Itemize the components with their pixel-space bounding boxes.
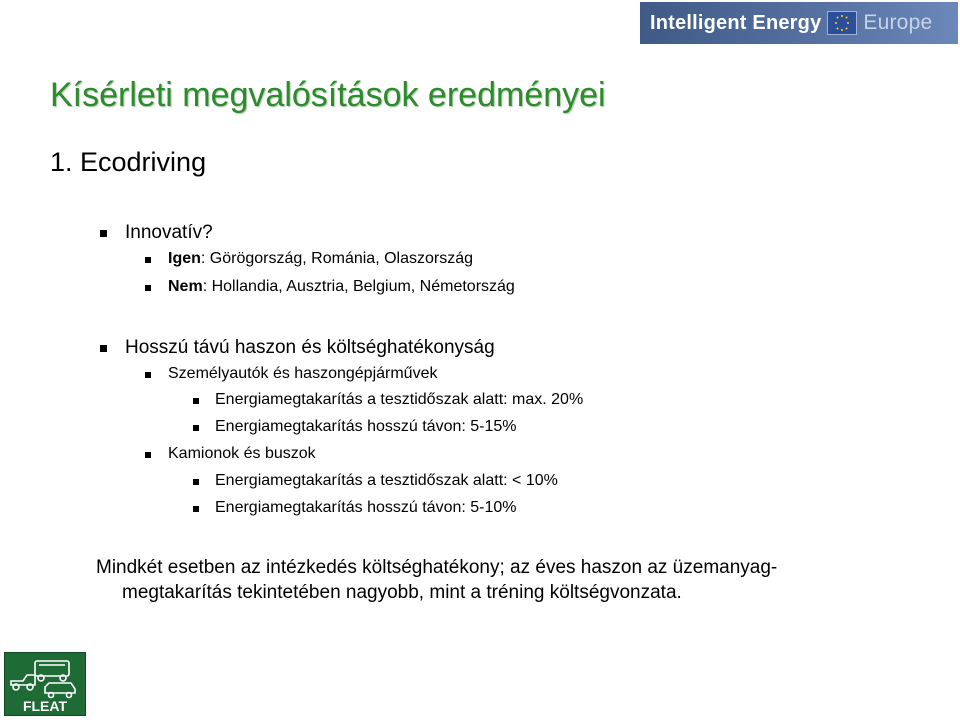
fleat-logo	[4, 652, 86, 716]
list-item: Energiamegtakarítás hosszú távon: 5-15%	[215, 418, 517, 435]
fleat-logo-text: FLEAT	[22, 698, 68, 714]
conclusion-text	[96, 555, 876, 605]
section-subtitle: 1. Ecodriving	[50, 147, 207, 177]
bullet-icon	[145, 285, 151, 291]
list-item-text: : Hollandia, Ausztria, Belgium, Németország	[202, 278, 515, 295]
list-item: Energiamegtakarítás a tesztidőszak alatt: max. 20%	[215, 391, 584, 408]
bullet-icon	[100, 345, 107, 352]
section-heading-innovative: Innovatív?	[125, 222, 213, 243]
list-item-label: Nem	[168, 278, 203, 295]
conclusion-line: Mindkét esetben az intézkedés költséghatékony; az éves haszon az üzemanyag-	[96, 557, 778, 578]
fleat-vehicles-icon	[5, 653, 85, 715]
list-item	[168, 278, 515, 296]
logo-sub-text: Europe	[863, 11, 933, 34]
bullet-icon	[100, 230, 107, 237]
bullet-icon	[145, 257, 151, 263]
intelligent-energy-europe-logo	[640, 2, 958, 44]
group-heading: Kamionok és buszok	[168, 445, 316, 462]
list-item: Energiamegtakarítás a tesztidőszak alatt: < 10%	[215, 472, 558, 489]
conclusion-line: megtakarítás tekintetében nagyobb, mint a tréning költségvonzata.	[122, 582, 682, 603]
bullet-icon	[193, 425, 199, 431]
page-title: Kísérleti megvalósítások eredményei	[50, 76, 606, 114]
group-heading: Személyautók és haszongépjárművek	[168, 365, 438, 382]
list-item-label: Igen	[168, 250, 201, 267]
logo-main-text: Intelligent Energy	[650, 11, 822, 34]
bullet-icon	[145, 372, 151, 378]
bullet-icon	[145, 452, 151, 458]
list-item-text: : Görögország, Románia, Olaszország	[200, 250, 474, 267]
list-item	[168, 250, 473, 268]
bullet-icon	[193, 506, 199, 512]
bullet-icon	[193, 398, 199, 404]
bullet-icon	[193, 479, 199, 485]
eu-flag-icon	[827, 11, 857, 35]
section-heading-long-term: Hosszú távú haszon és költséghatékonyság	[125, 337, 495, 358]
list-item: Energiamegtakarítás hosszú távon: 5-10%	[215, 499, 517, 516]
